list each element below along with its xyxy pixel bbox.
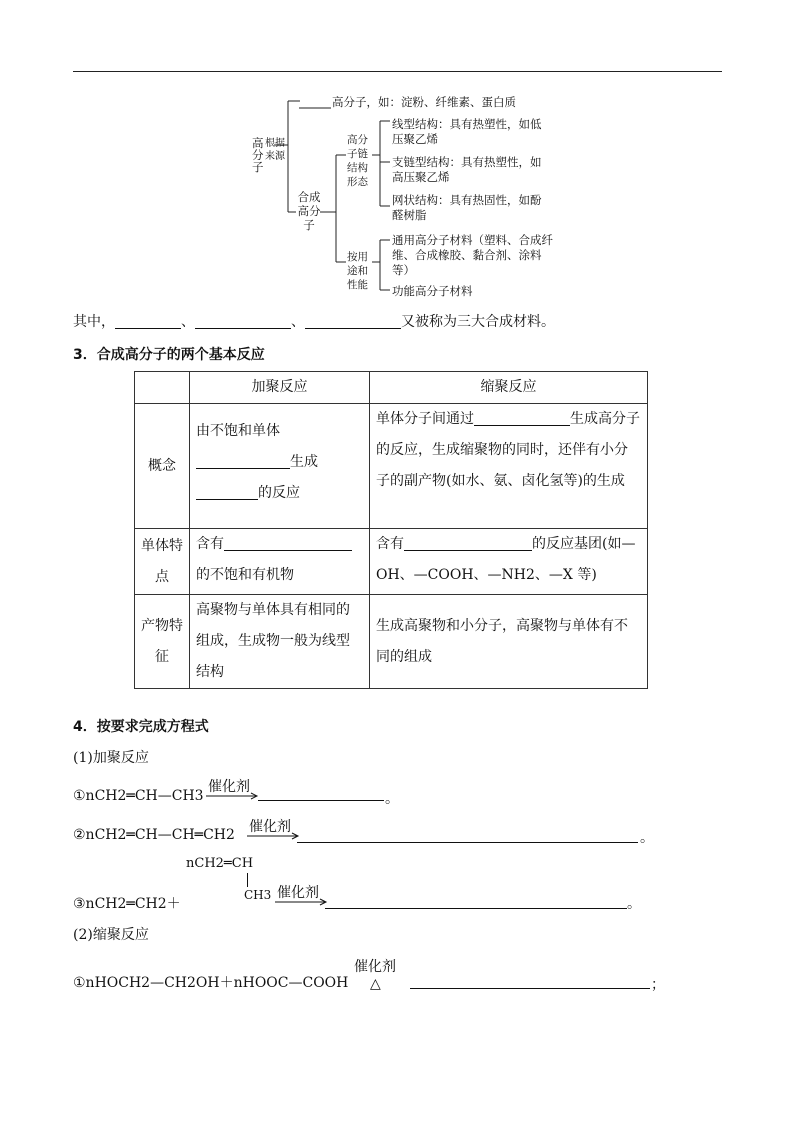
eq3-arrow-icon [275,898,329,906]
section3-title: 3．合成高分子的两个基本反应 [73,347,265,363]
natural-branch: 高分子，如：淀粉、纤维素、蛋白质 [332,95,516,109]
reaction-comparison-table [134,371,648,689]
structure-item-network: 网状结构：具有热固性，如酚醛树脂 [392,193,542,222]
section4-title: 4．按要求完成方程式 [73,719,209,735]
row-label-monomer: 单体特点 [135,529,190,595]
structure-item-branched: 支链型结构：具有热塑性，如高压聚乙烯 [392,155,542,184]
eq2-catalyst: 催化剂 [249,819,291,835]
eq4-catalyst: 催化剂 [354,959,396,975]
eq3-blank[interactable] [325,908,627,909]
usage-item-functional: 功能高分子材料 [392,284,473,298]
eq4-blank[interactable] [410,988,650,989]
eq3-bottom-formula: CH3 [244,888,272,902]
addition-concept-b: 生成 [290,454,318,470]
by-source-label: 根据来源 [265,138,285,162]
subsection-addition: (1)加聚反应 [73,750,149,766]
blank-1[interactable] [115,314,181,329]
eq2-period: 。 [640,830,654,846]
cell-condensation-monomer [370,529,648,595]
eq3-top-formula: nCH2═CH [186,856,254,871]
blank-2[interactable] [195,314,291,329]
addition-concept-c: 的反应 [258,485,300,501]
cell-addition-product: 高聚物与单体具有相同的组成，生成物一般为线型结构 [190,595,370,689]
equation-3: ③nCH2═CH2＋ [73,896,181,912]
sep-2: 、 [291,314,305,330]
cell-addition-concept [190,404,370,529]
blank-6[interactable] [474,411,570,426]
cell-condensation-concept [370,404,648,529]
cell-condensation-product: 生成高聚物和小分子，高聚物与单体有不同的组成 [370,595,648,689]
blank-7[interactable] [224,536,352,551]
condensation-concept-a: 单体分子间通过 [376,411,474,427]
blank-5[interactable] [196,485,258,500]
root-label: 高分子 [252,136,264,174]
blank-4[interactable] [196,454,290,469]
eq4-heat: △ [370,976,381,992]
line-prefix: 其中， [73,314,115,330]
addition-monomer-a: 含有 [196,536,224,552]
row-label-product: 产物特征 [135,595,190,689]
header-condensation: 缩聚反应 [370,372,648,404]
line-suffix: 又被称为三大合成材料。 [401,314,555,330]
eq3-bond [247,873,248,887]
eq3-catalyst: 催化剂 [277,885,319,901]
addition-monomer-b: 的不饱和有机物 [196,567,294,583]
table-corner [135,372,190,404]
equation-4: ①nHOCH2—CH2OH＋nHOOC—COOH [73,975,349,991]
addition-concept-a: 由不饱和单体 [196,423,280,439]
eq1-catalyst: 催化剂 [208,779,250,795]
condensation-monomer-a: 含有 [376,536,404,552]
header-addition: 加聚反应 [190,372,370,404]
eq2-arrow-icon [247,832,301,840]
condensation-monomer-b: 的反应基团(如—OH、—COOH、—NH2、—X 等) [376,536,636,583]
blank-8[interactable] [404,536,532,551]
row-label-concept: 概念 [135,404,190,529]
eq4-semicolon: ； [651,977,665,993]
condensation-concept-b: 生成高分子的反应，生成缩聚物的同时，还伴有小分子的副产物(如水、氨、卤化氢等)的生成 [376,411,640,489]
cell-addition-monomer [190,529,370,595]
synthetic-label: 合成高分子 [297,190,321,232]
eq2-blank[interactable] [297,842,638,843]
eq1-period: 。 [385,791,399,807]
blank-3[interactable] [305,314,401,329]
equation-2: ②nCH2═CH—CH═CH2 [73,827,235,843]
eq1-arrow-icon [206,792,260,800]
eq1-blank[interactable] [258,800,384,801]
structure-item-linear: 线型结构：具有热塑性，如低压聚乙烯 [392,117,542,146]
usage-item-general: 通用高分子材料（塑料、合成纤维、合成橡胶、黏合剂、涂料等） [392,233,553,277]
three-materials-line [73,311,555,331]
eq3-period: 。 [627,896,641,912]
equation-1: ①nCH2═CH—CH3 [73,788,204,804]
subsection-condensation: (2)缩聚反应 [73,927,149,943]
structure-label: 高分子链结构形态 [347,134,368,188]
sep-1: 、 [181,314,195,330]
usage-label: 按用途和性能 [347,251,368,291]
